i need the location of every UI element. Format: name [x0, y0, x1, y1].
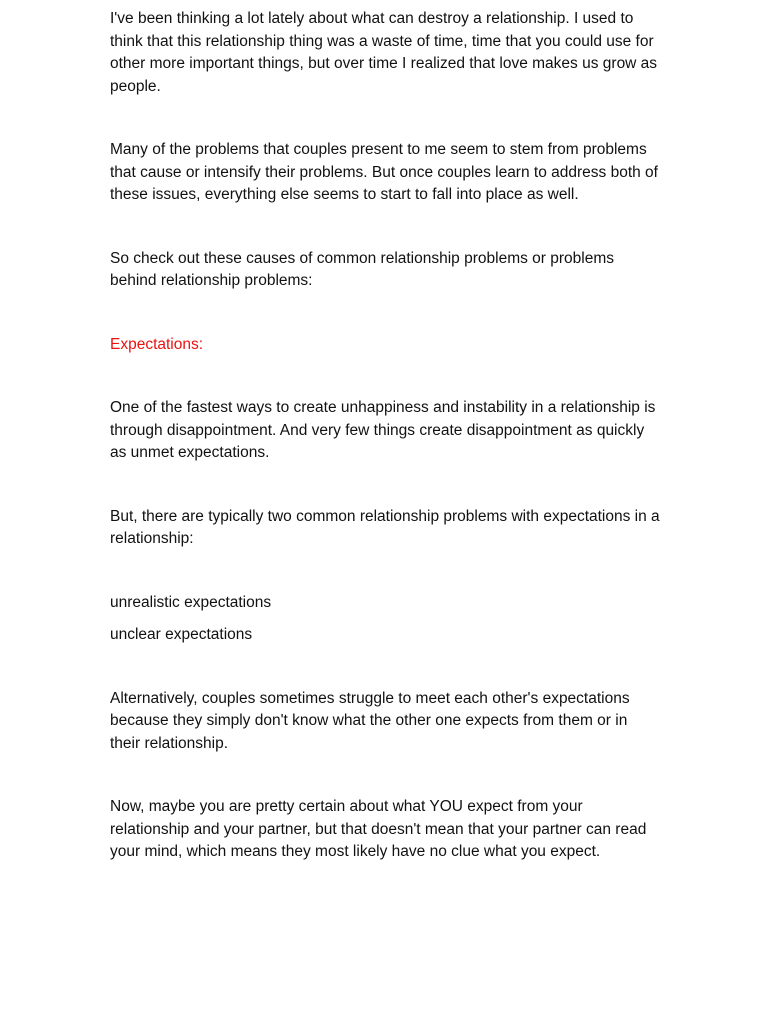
paragraph-intro: I've been thinking a lot lately about what can destroy a relationship. I used to think that this relationship thing was a waste of time, time that you could use for other more important things, but over time I realized that love makes us grow as people. [110, 10, 658, 95]
paragraph-disappointment: One of the fastest ways to create unhappiness and instability in a relationship is through disappointment. And very few things create disappointment as quickly as unmet expectations. [110, 399, 656, 461]
list-item-unrealistic: unrealistic expectations [110, 593, 272, 611]
paragraph-causes: So check out these causes of common relationship problems or problems behind relationship problems: [110, 249, 614, 289]
section-heading-expectations: Expectations: [110, 335, 204, 353]
paragraph-problems: Many of the problems that couples present to me seem to stem from problems that cause or intensify their problems. But once couples learn to address both of these issues, everything else seems to start to fall into place as well. [110, 141, 658, 203]
paragraph-two-problems: But, there are typically two common relationship problems with expectations in a relationship: [110, 507, 660, 547]
document-body [110, 8, 660, 864]
list-item-unclear: unclear expectations [110, 626, 253, 643]
paragraph-alternatively: Alternatively, couples sometimes struggle to meet each other's expectations because they simply don't know what the other one expects from them or in their relationship. [110, 689, 630, 752]
paragraph-mind-reading: Now, maybe you are pretty certain about what YOU expect from your relationship and your partner, but that doesn't mean that your partner can read your mind, which means they most likely have no clue what you expect. [110, 798, 647, 860]
